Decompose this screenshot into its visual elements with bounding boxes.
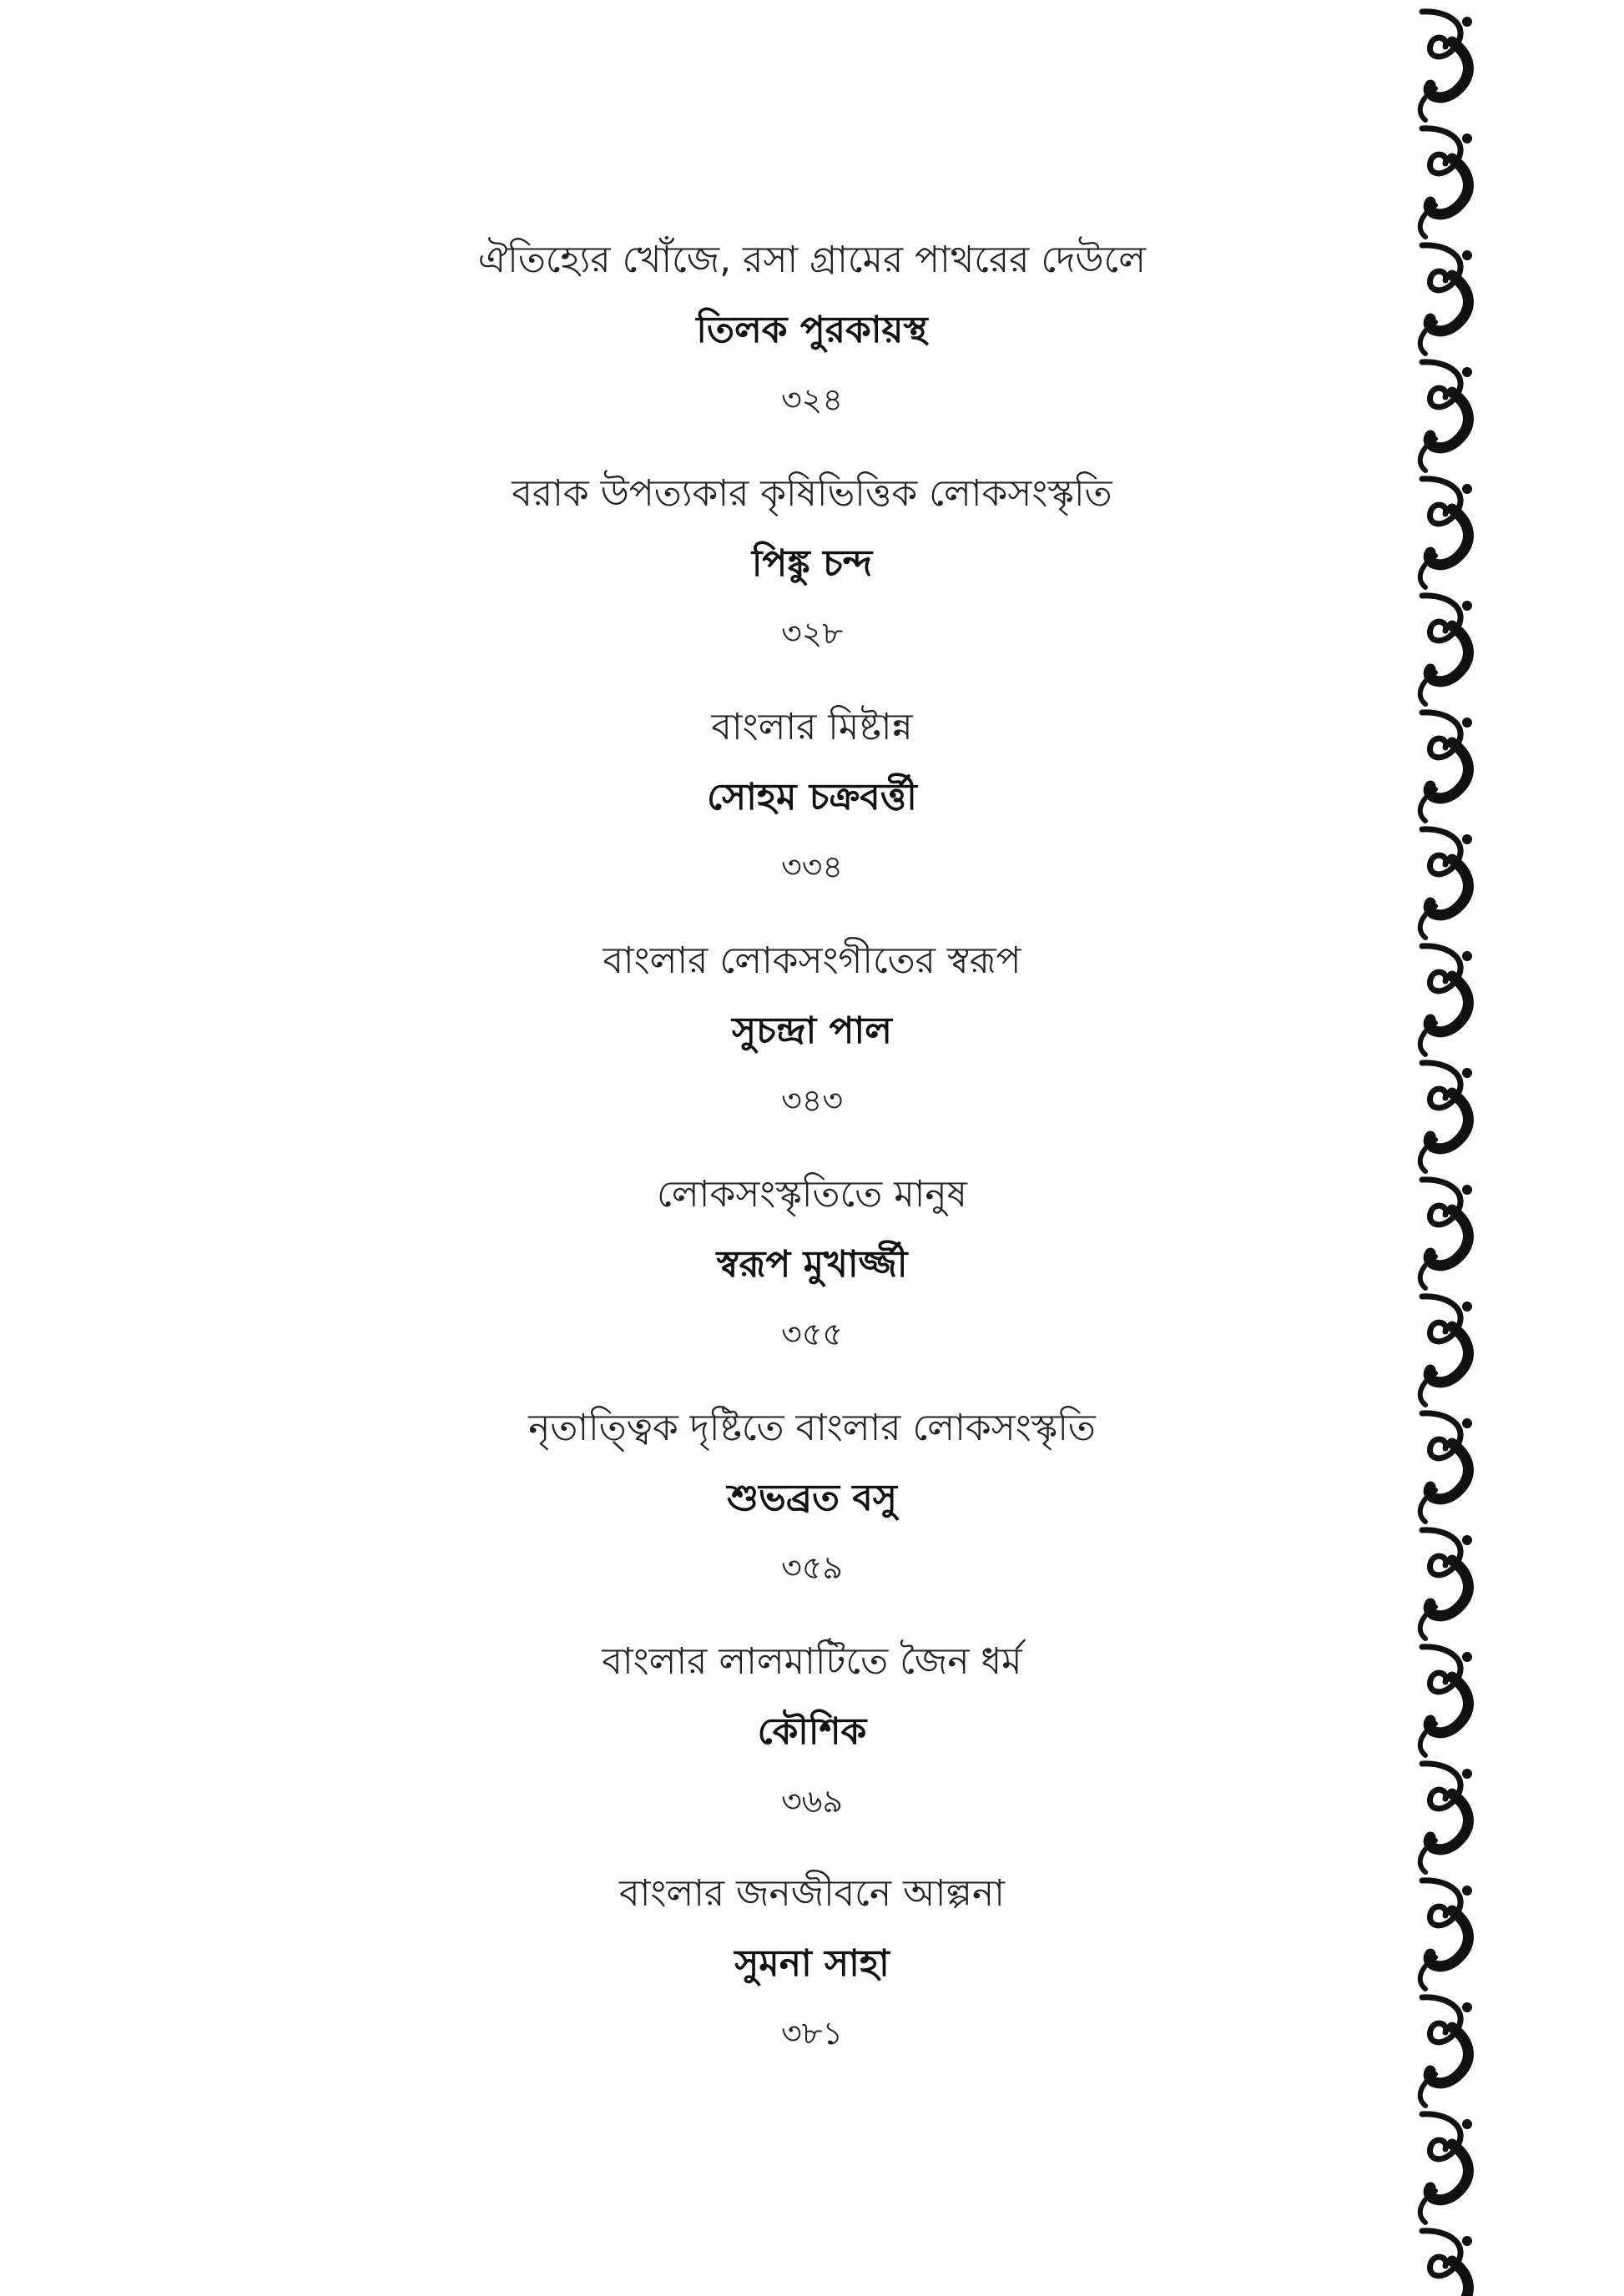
toc-entry[interactable]	[0, 706, 1624, 926]
page-number: ৩৬৯	[780, 1783, 844, 1820]
border-swirl-icon	[1420, 946, 1472, 1055]
border-swirl-icon	[1420, 712, 1472, 821]
article-author: সুমনা সাহা	[734, 1942, 890, 1985]
toc-entry[interactable]	[0, 239, 1624, 459]
border-swirl-icon	[1420, 1881, 1472, 1989]
article-title: বাংলার লালমাটিতে জৈন ধর্ম	[602, 1640, 1022, 1683]
article-author: স্বরূপ মুখার্জ্জী	[716, 1243, 908, 1286]
border-swirl-icon	[1420, 1180, 1472, 1288]
article-title: নৃতাত্ত্বিক দৃষ্টিতে বাংলার লোকসংস্কৃতি	[528, 1407, 1096, 1449]
page-number: ৩৫৫	[780, 1316, 844, 1352]
article-author: পিঙ্কু চন্দ	[751, 542, 873, 585]
border-swirl-icon	[1420, 12, 1472, 120]
border-swirl-icon	[1420, 245, 1472, 354]
border-swirl-icon	[1420, 479, 1472, 587]
article-title: ঐতিহ্যের খোঁজে, রসা গ্রামের পাথরের দেউলে	[477, 239, 1147, 281]
border-swirl-icon	[1420, 829, 1472, 938]
toc-entry[interactable]	[0, 1872, 1624, 2092]
article-author: সুচন্দ্রা পাল	[732, 1010, 892, 1052]
article-author: শুভব্রত বসু	[727, 1477, 897, 1519]
article-title: বাংলার জনজীবনে আল্পনা	[619, 1872, 1005, 1915]
article-author: তিলক পুরকায়স্থ	[696, 309, 928, 351]
toc-entry[interactable]	[0, 939, 1624, 1160]
toc-entry[interactable]	[0, 1640, 1624, 1860]
article-author: সোহম চক্রবর্ত্তী	[707, 776, 917, 818]
toc-entry[interactable]	[0, 472, 1624, 692]
page-number: ৩৮১	[780, 2015, 844, 2052]
border-swirl-icon	[1420, 128, 1472, 237]
border-swirl-icon	[1420, 1063, 1472, 1171]
border-swirl-icon	[1420, 1764, 1472, 1872]
border-swirl-icon	[1420, 596, 1472, 704]
border-swirl-icon	[1420, 1997, 1472, 2106]
border-swirl-icon	[1420, 2114, 1472, 2223]
border-swirl-icon	[1420, 2231, 1472, 2296]
article-title: বাংলার মিষ্টান্ন	[711, 706, 913, 748]
page-number: ৩৪৩	[780, 1082, 844, 1119]
page-number: ৩৫৯	[780, 1549, 844, 1586]
border-swirl-icon	[1420, 1297, 1472, 1405]
border-swirl-icon	[1420, 362, 1472, 471]
toc-entry[interactable]	[0, 1173, 1624, 1393]
page-number: ৩২৪	[780, 381, 844, 418]
page-number: ৩২৮	[780, 615, 844, 652]
border-swirl-icon	[1420, 1413, 1472, 1522]
border-swirl-icon	[1420, 1530, 1472, 1639]
article-title: লোকসংস্কৃতিতে মানুষ	[657, 1173, 967, 1216]
toc-entry[interactable]	[0, 1407, 1624, 1627]
article-title: বরাক উপত্যকার কৃষিভিত্তিক লোকসংস্কৃতি	[512, 472, 1112, 515]
decorative-border	[1402, 0, 1494, 2296]
border-swirl-icon	[1420, 1647, 1472, 1755]
page-number: ৩৩৪	[780, 848, 844, 885]
article-title: বাংলার লোকসংগীতের স্বরূপ	[603, 939, 1021, 982]
article-author: কৌশিক	[757, 1710, 867, 1753]
